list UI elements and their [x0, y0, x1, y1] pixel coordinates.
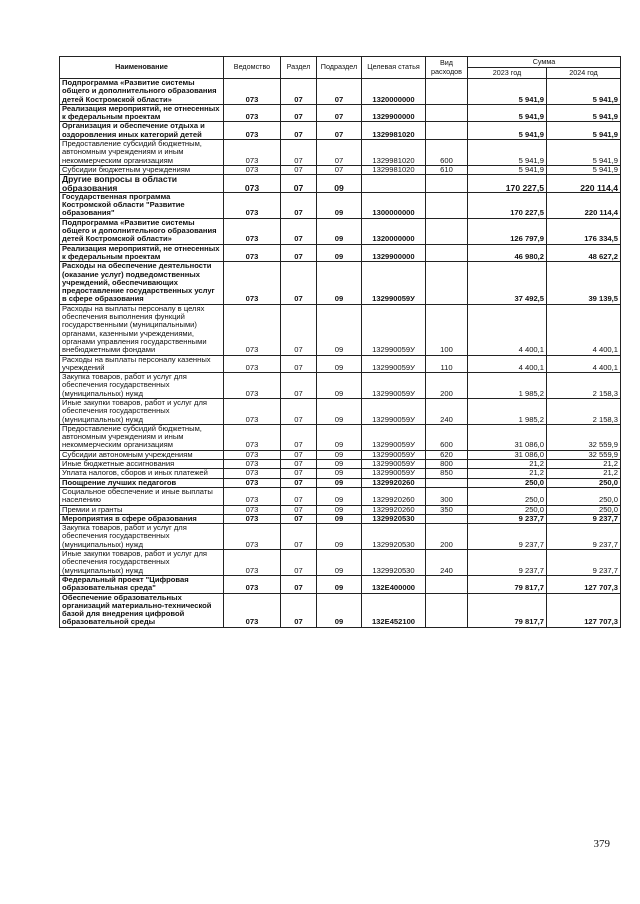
section-cell: 07: [281, 398, 317, 424]
expense-type-cell: [426, 104, 468, 122]
name: Организация и обеспечение отдыха и оздоровления иных категорий детей: [60, 122, 224, 140]
target-article-cell: 1329981020: [362, 140, 426, 166]
ministry-cell: 073: [224, 355, 281, 373]
header-subsection: Подраздел: [317, 57, 362, 79]
expense-type-cell: 600: [426, 424, 468, 450]
expense-type-cell: 800: [426, 460, 468, 469]
subsection-cell: 09: [317, 373, 362, 399]
name: Обеспечение образовательных организаций материально-технической базой для внедрения цифровой образовательной среды: [60, 593, 224, 627]
sum-2023-cell: 1 985,2: [468, 373, 547, 399]
sum-2024-cell: 250,0: [547, 478, 621, 487]
sum-2024-cell: 48 627,2: [547, 244, 621, 262]
ministry-cell: 073: [224, 469, 281, 478]
subsection-cell: 09: [317, 244, 362, 262]
expense-type-cell: 110: [426, 355, 468, 373]
sum-2023-cell: 79 817,7: [468, 593, 547, 627]
name: Социальное обеспечение и иные выплаты населению: [60, 487, 224, 505]
name: Реализация мероприятий, не отнесенных к федеральным проектам: [60, 104, 224, 122]
subsection-cell: 09: [317, 487, 362, 505]
expense-type-cell: 200: [426, 524, 468, 550]
name: Закупка товаров, работ и услуг для обеспечения государственных (муниципальных) нужд: [60, 373, 224, 399]
section-cell: 07: [281, 244, 317, 262]
name: Реализация мероприятий, не отнесенных к федеральным проектам: [60, 244, 224, 262]
subsection-cell: 09: [317, 505, 362, 514]
expense-type-cell: [426, 244, 468, 262]
section-cell: 07: [281, 262, 317, 304]
name: Предоставление субсидий бюджетным, автономным учреждениям и иным некоммерческим организациям: [60, 140, 224, 166]
ministry-cell: 073: [224, 244, 281, 262]
table-row: [60, 218, 621, 244]
sum-2023-cell: 31 086,0: [468, 424, 547, 450]
sum-2024-cell: 176 334,5: [547, 218, 621, 244]
sum-2024-cell: 220 114,4: [547, 192, 621, 218]
table-row: [60, 304, 621, 355]
section-cell: 07: [281, 505, 317, 514]
name: Закупка товаров, работ и услуг для обеспечения государственных (муниципальных) нужд: [60, 524, 224, 550]
sum-2023-cell: 5 941,9: [468, 79, 547, 105]
target-article-cell: 132990059У: [362, 398, 426, 424]
sum-2024-cell: 4 400,1: [547, 304, 621, 355]
ministry-cell: 073: [224, 104, 281, 122]
ministry-cell: 073: [224, 550, 281, 576]
section-cell: 07: [281, 593, 317, 627]
sum-2024-cell: 39 139,5: [547, 262, 621, 304]
target-article-cell: 1329920260: [362, 487, 426, 505]
expense-type-cell: 850: [426, 469, 468, 478]
ministry-cell: 073: [224, 575, 281, 593]
sum-2023-cell: 250,0: [468, 478, 547, 487]
subsection-cell: 09: [317, 514, 362, 523]
section-cell: 07: [281, 487, 317, 505]
subsection-cell: 09: [317, 593, 362, 627]
expense-type-cell: [426, 478, 468, 487]
section-cell: 07: [281, 175, 317, 193]
table-row: [60, 550, 621, 576]
table-row: [60, 575, 621, 593]
sum-2024-cell: 5 941,9: [547, 122, 621, 140]
subsection-cell: 07: [317, 122, 362, 140]
sum-2023-cell: 21,2: [468, 469, 547, 478]
target-article-cell: 132990059У: [362, 355, 426, 373]
sum-2023-cell: 250,0: [468, 487, 547, 505]
expense-type-cell: 610: [426, 165, 468, 174]
name: Федеральный проект "Цифровая образовательная среда": [60, 575, 224, 593]
table-row: [60, 140, 621, 166]
name: Субсидии бюджетным учреждениям: [60, 165, 224, 174]
subsection-cell: 09: [317, 398, 362, 424]
header-sum: Сумма: [468, 57, 621, 68]
subsection-cell: 07: [317, 140, 362, 166]
target-article-cell: 1329900000: [362, 244, 426, 262]
subsection-cell: 07: [317, 165, 362, 174]
section-cell: 07: [281, 355, 317, 373]
table-row: [60, 373, 621, 399]
section-cell: 07: [281, 192, 317, 218]
expense-type-cell: [426, 575, 468, 593]
sum-2024-cell: 5 941,9: [547, 104, 621, 122]
sum-2024-cell: 9 237,7: [547, 550, 621, 576]
table-row: [60, 469, 621, 478]
sum-2024-cell: 2 158,3: [547, 398, 621, 424]
subsection-cell: 09: [317, 575, 362, 593]
table-row: [60, 487, 621, 505]
table-row: [60, 262, 621, 304]
sum-2023-cell: 4 400,1: [468, 304, 547, 355]
subsection-cell: 09: [317, 175, 362, 193]
expense-type-cell: [426, 122, 468, 140]
sum-2023-cell: 1 985,2: [468, 398, 547, 424]
ministry-cell: 073: [224, 218, 281, 244]
sum-2024-cell: 5 941,9: [547, 140, 621, 166]
expense-type-cell: 240: [426, 398, 468, 424]
subsection-cell: 09: [317, 469, 362, 478]
target-article-cell: 1320000000: [362, 79, 426, 105]
sum-2024-cell: 127 707,3: [547, 575, 621, 593]
sum-2024-cell: 5 941,9: [547, 165, 621, 174]
sum-2023-cell: 4 400,1: [468, 355, 547, 373]
section-cell: 07: [281, 104, 317, 122]
ministry-cell: 073: [224, 478, 281, 487]
table-row: [60, 524, 621, 550]
name: Подпрограмма «Развитие системы общего и дополнительного образования детей Костромской области»: [60, 218, 224, 244]
sum-2024-cell: 21,2: [547, 460, 621, 469]
ministry-cell: 073: [224, 505, 281, 514]
target-article-cell: 1320000000: [362, 218, 426, 244]
target-article-cell: 132990059У: [362, 304, 426, 355]
section-cell: 07: [281, 514, 317, 523]
name: Иные закупки товаров, работ и услуг для обеспечения государственных (муниципальных) нужд: [60, 398, 224, 424]
sum-2023-cell: 9 237,7: [468, 550, 547, 576]
subsection-cell: 09: [317, 460, 362, 469]
ministry-cell: 073: [224, 122, 281, 140]
ministry-cell: 073: [224, 424, 281, 450]
section-cell: 07: [281, 524, 317, 550]
sum-2024-cell: 4 400,1: [547, 355, 621, 373]
expense-type-cell: [426, 593, 468, 627]
expense-type-cell: [426, 262, 468, 304]
sum-2023-cell: 31 086,0: [468, 450, 547, 459]
sum-2023-cell: 37 492,5: [468, 262, 547, 304]
sum-2024-cell: 220 114,4: [547, 175, 621, 193]
name: Поощрение лучших педагогов: [60, 478, 224, 487]
section-cell: 07: [281, 218, 317, 244]
sum-2024-cell: 9 237,7: [547, 514, 621, 523]
subsection-cell: 07: [317, 79, 362, 105]
expense-type-cell: 600: [426, 140, 468, 166]
section-cell: 07: [281, 478, 317, 487]
target-article-cell: 132990059У: [362, 469, 426, 478]
ministry-cell: 073: [224, 593, 281, 627]
name: Расходы на выплаты персоналу в целях обеспечения выполнения функций государственными (муниципальными) органами, казенными учреждениями, органами управления государственными внебюджетными фондами: [60, 304, 224, 355]
table-row: [60, 424, 621, 450]
table-row: [60, 192, 621, 218]
ministry-cell: 073: [224, 487, 281, 505]
section-cell: 07: [281, 469, 317, 478]
budget-table: [59, 56, 621, 628]
target-article-cell: 1329920530: [362, 524, 426, 550]
section-cell: 07: [281, 140, 317, 166]
sum-2024-cell: 9 237,7: [547, 524, 621, 550]
name: Премии и гранты: [60, 505, 224, 514]
table-row: [60, 505, 621, 514]
target-article-cell: 1300000000: [362, 192, 426, 218]
table-row: [60, 355, 621, 373]
section-cell: 07: [281, 424, 317, 450]
sum-2024-cell: 127 707,3: [547, 593, 621, 627]
ministry-cell: 073: [224, 524, 281, 550]
target-article-cell: 1329920260: [362, 478, 426, 487]
page-number: 379: [593, 838, 610, 850]
name: Иные закупки товаров, работ и услуг для обеспечения государственных (муниципальных) нужд: [60, 550, 224, 576]
sum-2023-cell: 5 941,9: [468, 165, 547, 174]
target-article-cell: 1329920530: [362, 514, 426, 523]
subsection-cell: 09: [317, 218, 362, 244]
header-target-article: Целевая статья: [362, 57, 426, 79]
subsection-cell: 09: [317, 550, 362, 576]
subsection-cell: 09: [317, 424, 362, 450]
subsection-cell: 09: [317, 304, 362, 355]
target-article-cell: 132E400000: [362, 575, 426, 593]
sum-2024-cell: 250,0: [547, 487, 621, 505]
table-row: [60, 175, 621, 193]
ministry-cell: 073: [224, 79, 281, 105]
subsection-cell: 09: [317, 524, 362, 550]
subsection-cell: 09: [317, 478, 362, 487]
expense-type-cell: 200: [426, 373, 468, 399]
sum-2024-cell: 2 158,3: [547, 373, 621, 399]
ministry-cell: 073: [224, 175, 281, 193]
sum-2023-cell: 170 227,5: [468, 175, 547, 193]
name: Подпрограмма «Развитие системы общего и дополнительного образования детей Костромской области»: [60, 79, 224, 105]
section-cell: 07: [281, 304, 317, 355]
target-article-cell: 132990059У: [362, 460, 426, 469]
table-row: [60, 244, 621, 262]
ministry-cell: 073: [224, 140, 281, 166]
sum-2023-cell: 5 941,9: [468, 104, 547, 122]
sum-2024-cell: 32 559,9: [547, 424, 621, 450]
section-cell: 07: [281, 550, 317, 576]
name: Иные бюджетные ассигнования: [60, 460, 224, 469]
ministry-cell: 073: [224, 514, 281, 523]
target-article-cell: 1329981020: [362, 165, 426, 174]
target-article-cell: 132990059У: [362, 262, 426, 304]
header-name: Наименование: [60, 57, 224, 79]
expense-type-cell: [426, 175, 468, 193]
expense-type-cell: [426, 514, 468, 523]
sum-2023-cell: 170 227,5: [468, 192, 547, 218]
name: Расходы на обеспечение деятельности (оказание услуг) подведомственных учреждений, обеспечивающих предоставление государственных услуг в сфере образования: [60, 262, 224, 304]
header-section: Раздел: [281, 57, 317, 79]
target-article-cell: 132E452100: [362, 593, 426, 627]
sum-2024-cell: 5 941,9: [547, 79, 621, 105]
name: Мероприятия в сфере образования: [60, 514, 224, 523]
expense-type-cell: [426, 192, 468, 218]
header-expense-type: Вид расходов: [426, 57, 468, 79]
sum-2023-cell: 21,2: [468, 460, 547, 469]
target-article-cell: 132990059У: [362, 373, 426, 399]
expense-type-cell: 100: [426, 304, 468, 355]
table-row: [60, 79, 621, 105]
table-row: [60, 122, 621, 140]
sum-2023-cell: 5 941,9: [468, 140, 547, 166]
header-year-2023: 2023 год: [468, 68, 547, 79]
ministry-cell: 073: [224, 304, 281, 355]
table-body: [60, 79, 621, 628]
ministry-cell: 073: [224, 398, 281, 424]
name: Субсидии автономным учреждениям: [60, 450, 224, 459]
sum-2024-cell: 250,0: [547, 505, 621, 514]
target-article-cell: 132990059У: [362, 424, 426, 450]
table-row: [60, 398, 621, 424]
sum-2023-cell: 9 237,7: [468, 524, 547, 550]
table-row: [60, 593, 621, 627]
section-cell: 07: [281, 460, 317, 469]
name: Расходы на выплаты персоналу казенных учреждений: [60, 355, 224, 373]
expense-type-cell: 350: [426, 505, 468, 514]
expense-type-cell: 300: [426, 487, 468, 505]
section-cell: 07: [281, 575, 317, 593]
section-cell: 07: [281, 122, 317, 140]
section-cell: 07: [281, 373, 317, 399]
target-article-cell: 1329981020: [362, 122, 426, 140]
ministry-cell: 073: [224, 373, 281, 399]
section-cell: 07: [281, 165, 317, 174]
name: Уплата налогов, сборов и иных платежей: [60, 469, 224, 478]
name: Предоставление субсидий бюджетным, автономным учреждениям и иным некоммерческим организациям: [60, 424, 224, 450]
target-article-cell: 132990059У: [362, 450, 426, 459]
header-year-2024: 2024 год: [547, 68, 621, 79]
target-article-cell: 1329920530: [362, 550, 426, 576]
sum-2023-cell: 46 980,2: [468, 244, 547, 262]
sum-2024-cell: 21,2: [547, 469, 621, 478]
target-article-cell: [362, 175, 426, 193]
expense-type-cell: [426, 218, 468, 244]
name: Другие вопросы в области образования: [60, 175, 224, 193]
ministry-cell: 073: [224, 450, 281, 459]
sum-2024-cell: 32 559,9: [547, 450, 621, 459]
subsection-cell: 07: [317, 104, 362, 122]
header-ministry: Ведомство: [224, 57, 281, 79]
sum-2023-cell: 9 237,7: [468, 514, 547, 523]
subsection-cell: 09: [317, 192, 362, 218]
section-cell: 07: [281, 450, 317, 459]
sum-2023-cell: 126 797,9: [468, 218, 547, 244]
subsection-cell: 09: [317, 262, 362, 304]
ministry-cell: 073: [224, 460, 281, 469]
expense-type-cell: 240: [426, 550, 468, 576]
subsection-cell: 09: [317, 355, 362, 373]
name: Государственная программа Костромской области "Развитие образования": [60, 192, 224, 218]
target-article-cell: 1329900000: [362, 104, 426, 122]
ministry-cell: 073: [224, 192, 281, 218]
table-row: [60, 104, 621, 122]
ministry-cell: 073: [224, 262, 281, 304]
expense-type-cell: 620: [426, 450, 468, 459]
sum-2023-cell: 250,0: [468, 505, 547, 514]
sum-2023-cell: 5 941,9: [468, 122, 547, 140]
target-article-cell: 1329920260: [362, 505, 426, 514]
subsection-cell: 09: [317, 450, 362, 459]
sum-2023-cell: 79 817,7: [468, 575, 547, 593]
ministry-cell: 073: [224, 165, 281, 174]
expense-type-cell: [426, 79, 468, 105]
section-cell: 07: [281, 79, 317, 105]
